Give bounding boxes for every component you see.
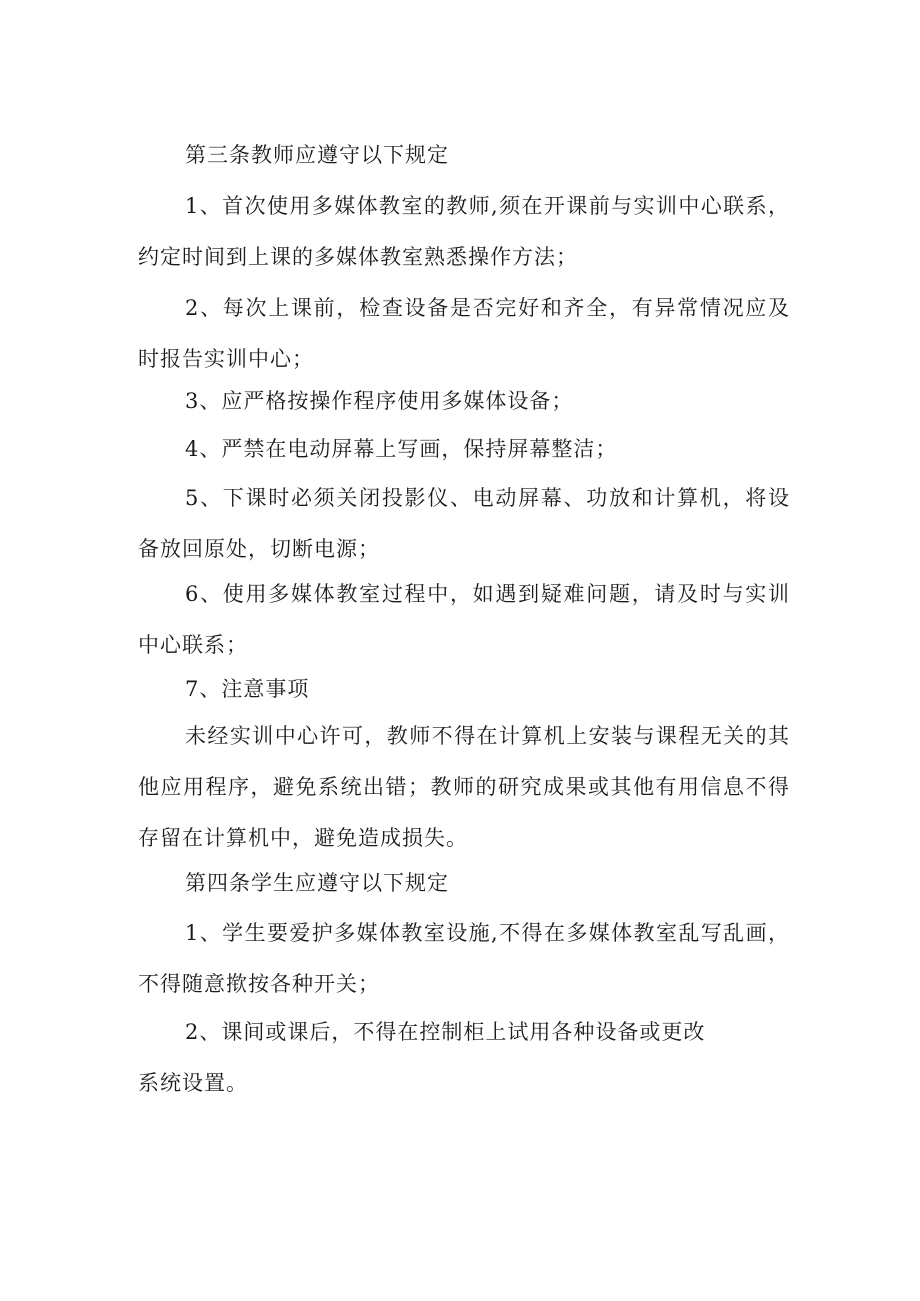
article-3-item-6: 6、使用多媒体教室过程中，如遇到疑难问题，请及时与实训中心联系； [138, 582, 790, 657]
article-4-item-2-continuation: 系统设置。 [138, 1071, 248, 1095]
article-4-heading: 第四条学生应遵守以下规定 [185, 871, 449, 895]
article-3-heading: 第三条教师应遵守以下规定 [185, 143, 449, 167]
article-3-item-5: 5、下课时必须关闭投影仪、电动屏幕、功放和计算机，将设备放回原处，切断电源； [138, 486, 790, 561]
article-4-item-1: 1、学生要爱护多媒体教室设施,不得在多媒体教室乱写乱画，不得随意揿按各种开关； [138, 921, 790, 996]
article-3-item-1: 1、首次使用多媒体教室的教师,须在开课前与实训中心联系，约定时间到上课的多媒体教室熟悉操作方法； [138, 194, 790, 269]
article-3-item-3: 3、应严格按操作程序使用多媒体设备； [185, 389, 574, 413]
article-3-item-2: 2、每次上课前，检查设备是否完好和齐全，有异常情况应及时报告实训中心； [138, 296, 790, 371]
article-3-item-7: 7、注意事项 [185, 677, 310, 701]
notice-paragraph: 未经实训中心许可，教师不得在计算机上安装与课程无关的其他应用程序，避免系统出错；教师的研究成果或其他有用信息不得存留在计算机中，避免造成损失。 [138, 724, 790, 850]
article-3-item-4: 4、严禁在电动屏幕上写画，保持屏幕整洁； [185, 437, 618, 461]
article-4-item-2: 2、课间或课后，不得在控制柜上试用各种设备或更改 [185, 1020, 706, 1044]
